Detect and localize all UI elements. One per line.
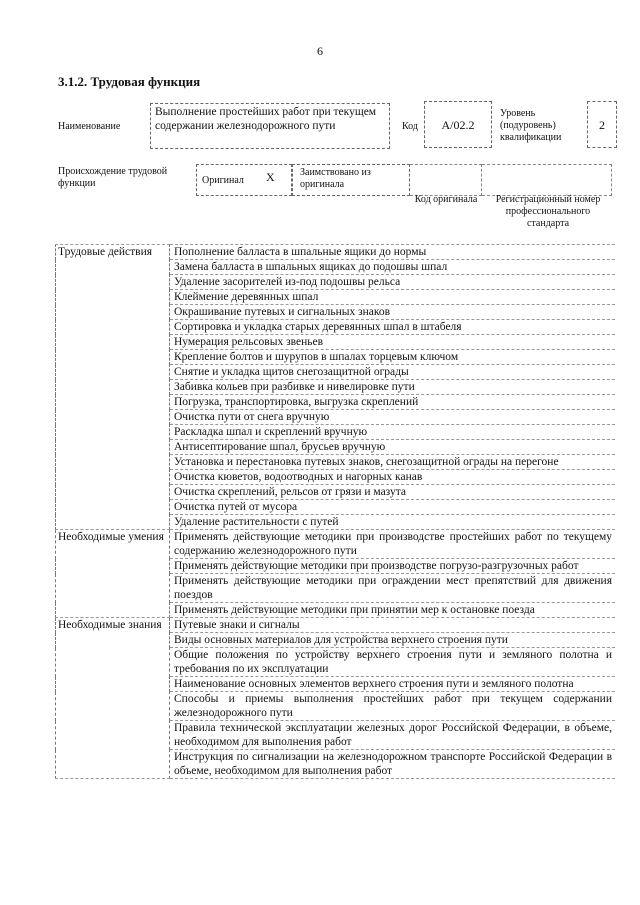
group-item: Нумерация рельсовых звеньев [170,335,616,350]
table-row [56,245,616,260]
group-title: Необходимые умения [56,530,170,618]
original-mark: X [266,170,275,184]
code-original-label: Код оригинала [414,194,478,205]
group-item: Наименование основных элементов верхнего строения пути и земляного полотна [170,677,616,692]
group-item: Замена балласта в шпальных ящиках до подошвы шпал [170,260,616,275]
group-item: Антисептирование шпал, брусьев вручную [170,440,616,455]
qualification-level-label: Уровень (подуровень) квалификации [500,108,562,143]
group-item: Применять действующие методики при производстве погрузо-разгрузочных работ [170,559,616,574]
group-title: Необходимые знания [56,618,170,779]
reg-number-cell [482,164,612,196]
group-item: Сортировка и укладка старых деревянных шпал в штабеля [170,320,616,335]
function-details-table [55,244,615,779]
group-item: Очистка кюветов, водоотводных и нагорных канав [170,470,616,485]
group-item: Очистка пути от снега вручную [170,410,616,425]
group-item: Установка и перестановка путевых знаков, снегозащитной ограды на перегоне [170,455,616,470]
function-name: Выполнение простейших работ при текущем содержании железнодорожного пути [150,103,390,149]
function-details-body [56,245,616,779]
group-item: Забивка кольев при разбивке и нивелировке пути [170,380,616,395]
borrowed-label: Заимствовано из оригинала [300,167,371,190]
group-item: Путевые знаки и сигналы [170,618,616,633]
group-item: Применять действующие методики при производстве простейших работ по текущему содержанию железнодорожного пути [170,530,616,559]
group-item: Применять действующие методики при принятии мер к остановке поезда [170,603,616,618]
group-item: Общие положения по устройству верхнего строения пути и земляного полотна и требования по их эксплуатации [170,648,616,677]
group-item: Способы и приемы выполнения простейших работ при текущем содержании железнодорожного пути [170,692,616,721]
original-label: Оригинал [202,175,244,186]
qualification-level: 2 [587,101,617,148]
group-item: Применять действующие методики при ограждении мест препятствий для движения поездов [170,574,616,603]
origin-label: Происхождение трудовой функции [58,166,168,189]
table-row [56,530,616,559]
group-title: Трудовые действия [56,245,170,530]
page-number: 6 [317,44,323,58]
function-code: A/02.2 [424,101,492,148]
group-item: Удаление засорителей из-под подошвы рельса [170,275,616,290]
group-item: Клеймение деревянных шпал [170,290,616,305]
group-item: Пополнение балласта в шпальные ящики до нормы [170,245,616,260]
group-item: Окрашивание путевых и сигнальных знаков [170,305,616,320]
reg-number-label: Регистрационный номер профессионального стандарта [495,194,601,229]
group-item: Инструкция по сигнализации на железнодорожном транспорте Российской Федерации в объеме, необходимом для выполнения работ [170,750,616,779]
group-item: Виды основных материалов для устройства верхнего строения пути [170,633,616,648]
group-item: Очистка путей от мусора [170,500,616,515]
group-item: Очистка скреплений, рельсов от грязи и мазута [170,485,616,500]
name-label: Наименование [58,121,121,132]
code-label: Код [402,121,418,132]
group-item: Раскладка шпал и скреплений вручную [170,425,616,440]
code-original-cell [410,164,482,196]
section-title: 3.1.2. Трудовая функция [58,74,201,89]
group-item: Погрузка, транспортировка, выгрузка скреплений [170,395,616,410]
table-row [56,618,616,633]
group-item: Удаление растительности с путей [170,515,616,530]
group-item: Крепление болтов и шурупов в шпалах торцевым ключом [170,350,616,365]
group-item: Правила технической эксплуатации железных дорог Российской Федерации, в объеме, необходимом для выполнения работ [170,721,616,750]
group-item: Снятие и укладка щитов снегозащитной ограды [170,365,616,380]
